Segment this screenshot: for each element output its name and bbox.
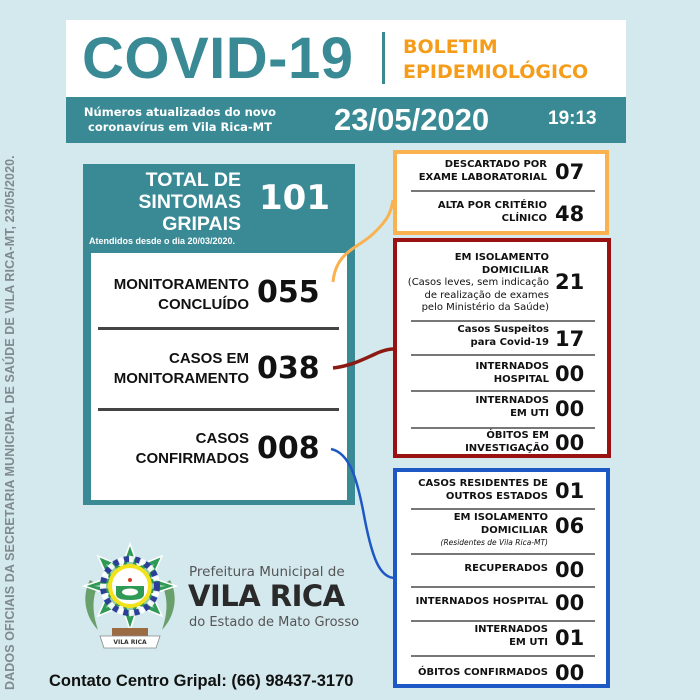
metric-confirmed-cases: [91, 425, 347, 485]
divider: [411, 586, 595, 588]
band-subtitle: Números atualizados do novo coronavírus em Vila Rica-MT: [83, 105, 277, 134]
row-label: DESCARTADO POR EXAME LABORATORIAL: [418, 159, 547, 183]
total-label: TOTAL DE SINTOMAS GRIPAIS: [138, 169, 241, 235]
row-label: INTERNADOS HOSPITAL: [475, 361, 549, 385]
row-value: 01: [555, 479, 585, 503]
row-label: EM ISOLAMENTO DOMICILIAR (Residentes de Vila Rica-MT): [440, 512, 548, 547]
metric-label: CASOS EM MONITORAMENTO: [113, 350, 249, 387]
coat-of-arms-icon: [76, 540, 184, 655]
row-label: RECUPERADOS: [464, 563, 548, 574]
divider: [411, 354, 595, 356]
row-label: INTERNADOS EM UTI: [475, 395, 549, 419]
total-note: Atendidos desde o dia 20/03/2020.: [89, 236, 236, 246]
report-date: 23/05/2020: [334, 102, 490, 137]
divider: [411, 508, 595, 510]
metric-value: 038: [257, 351, 320, 386]
summary-panel: [83, 164, 355, 505]
row-value: 06: [555, 514, 585, 538]
row-value: 00: [555, 431, 585, 455]
side-caption: DADOS OFICIAIS DA SECRETARIA MUNICIPAL DE SAÚDE DE VILA RICA-MT, 23/05/2020.: [3, 155, 17, 690]
row-value: 01: [555, 626, 585, 650]
divider: [411, 190, 595, 192]
metric-value: 008: [257, 431, 320, 466]
metrics-panel: [91, 253, 347, 500]
monitoring-breakdown-box: [393, 238, 611, 458]
concluded-breakdown-box: [393, 150, 609, 235]
row-label: CASOS RESIDENTES DE OUTROS ESTADOS: [418, 478, 548, 502]
divider: [98, 408, 339, 411]
row-label: ÓBITOS EM INVESTIGAÇÃO: [465, 430, 549, 454]
date-band: [66, 97, 626, 143]
metric-label: CASOS CONFIRMADOS: [135, 430, 249, 467]
row-label: INTERNADOS HOSPITAL: [415, 596, 548, 607]
total-value: 101: [259, 178, 330, 218]
prefeitura-name: VILA RICA: [188, 579, 345, 613]
row-value: 00: [555, 591, 585, 615]
svg-text:VILA RICA: VILA RICA: [113, 639, 147, 646]
prefeitura-line1: Prefeitura Municipal de: [189, 564, 345, 580]
divider: [411, 553, 595, 555]
row-value: 48: [555, 202, 585, 226]
header: [66, 20, 626, 97]
row-value: 00: [555, 362, 585, 386]
header-divider: [382, 32, 385, 84]
row-label: EM ISOLAMENTO DOMICILIAR (Casos leves, sem indicação de realização de exames pelo Ministério da Saúde): [407, 252, 549, 313]
bulletin-title: BOLETIM EPIDEMIOLÓGICO: [403, 36, 589, 83]
prefeitura-line3: do Estado de Mato Grosso: [189, 615, 360, 630]
divider: [411, 390, 595, 392]
divider: [411, 620, 595, 622]
report-time: 19:13: [548, 108, 597, 129]
row-label: ÓBITOS CONFIRMADOS: [417, 667, 548, 678]
metric-cases-monitoring: [91, 345, 347, 405]
metric-label: MONITORAMENTO CONCLUÍDO: [113, 276, 249, 313]
metric-monitoring-concluded: [91, 265, 347, 325]
row-value: 00: [555, 661, 585, 685]
row-label: INTERNADOS EM UTI: [474, 624, 548, 648]
page-title: COVID-19: [82, 26, 354, 91]
divider: [411, 320, 595, 322]
divider: [98, 327, 339, 330]
divider: [411, 655, 595, 657]
row-label: Casos Suspeitos para Covid-19: [457, 324, 549, 348]
row-label: ALTA POR CRITÉRIO CLÍNICO: [437, 200, 547, 224]
row-value: 17: [555, 327, 585, 351]
confirmed-breakdown-box: [393, 468, 610, 688]
metric-value: 055: [257, 275, 320, 310]
contact-line: Contato Centro Gripal: (66) 98437-3170: [49, 672, 354, 690]
row-value: 00: [555, 397, 585, 421]
row-value: 21: [555, 270, 585, 294]
row-value: 07: [555, 160, 585, 184]
row-value: 00: [555, 558, 585, 582]
divider: [411, 427, 595, 429]
